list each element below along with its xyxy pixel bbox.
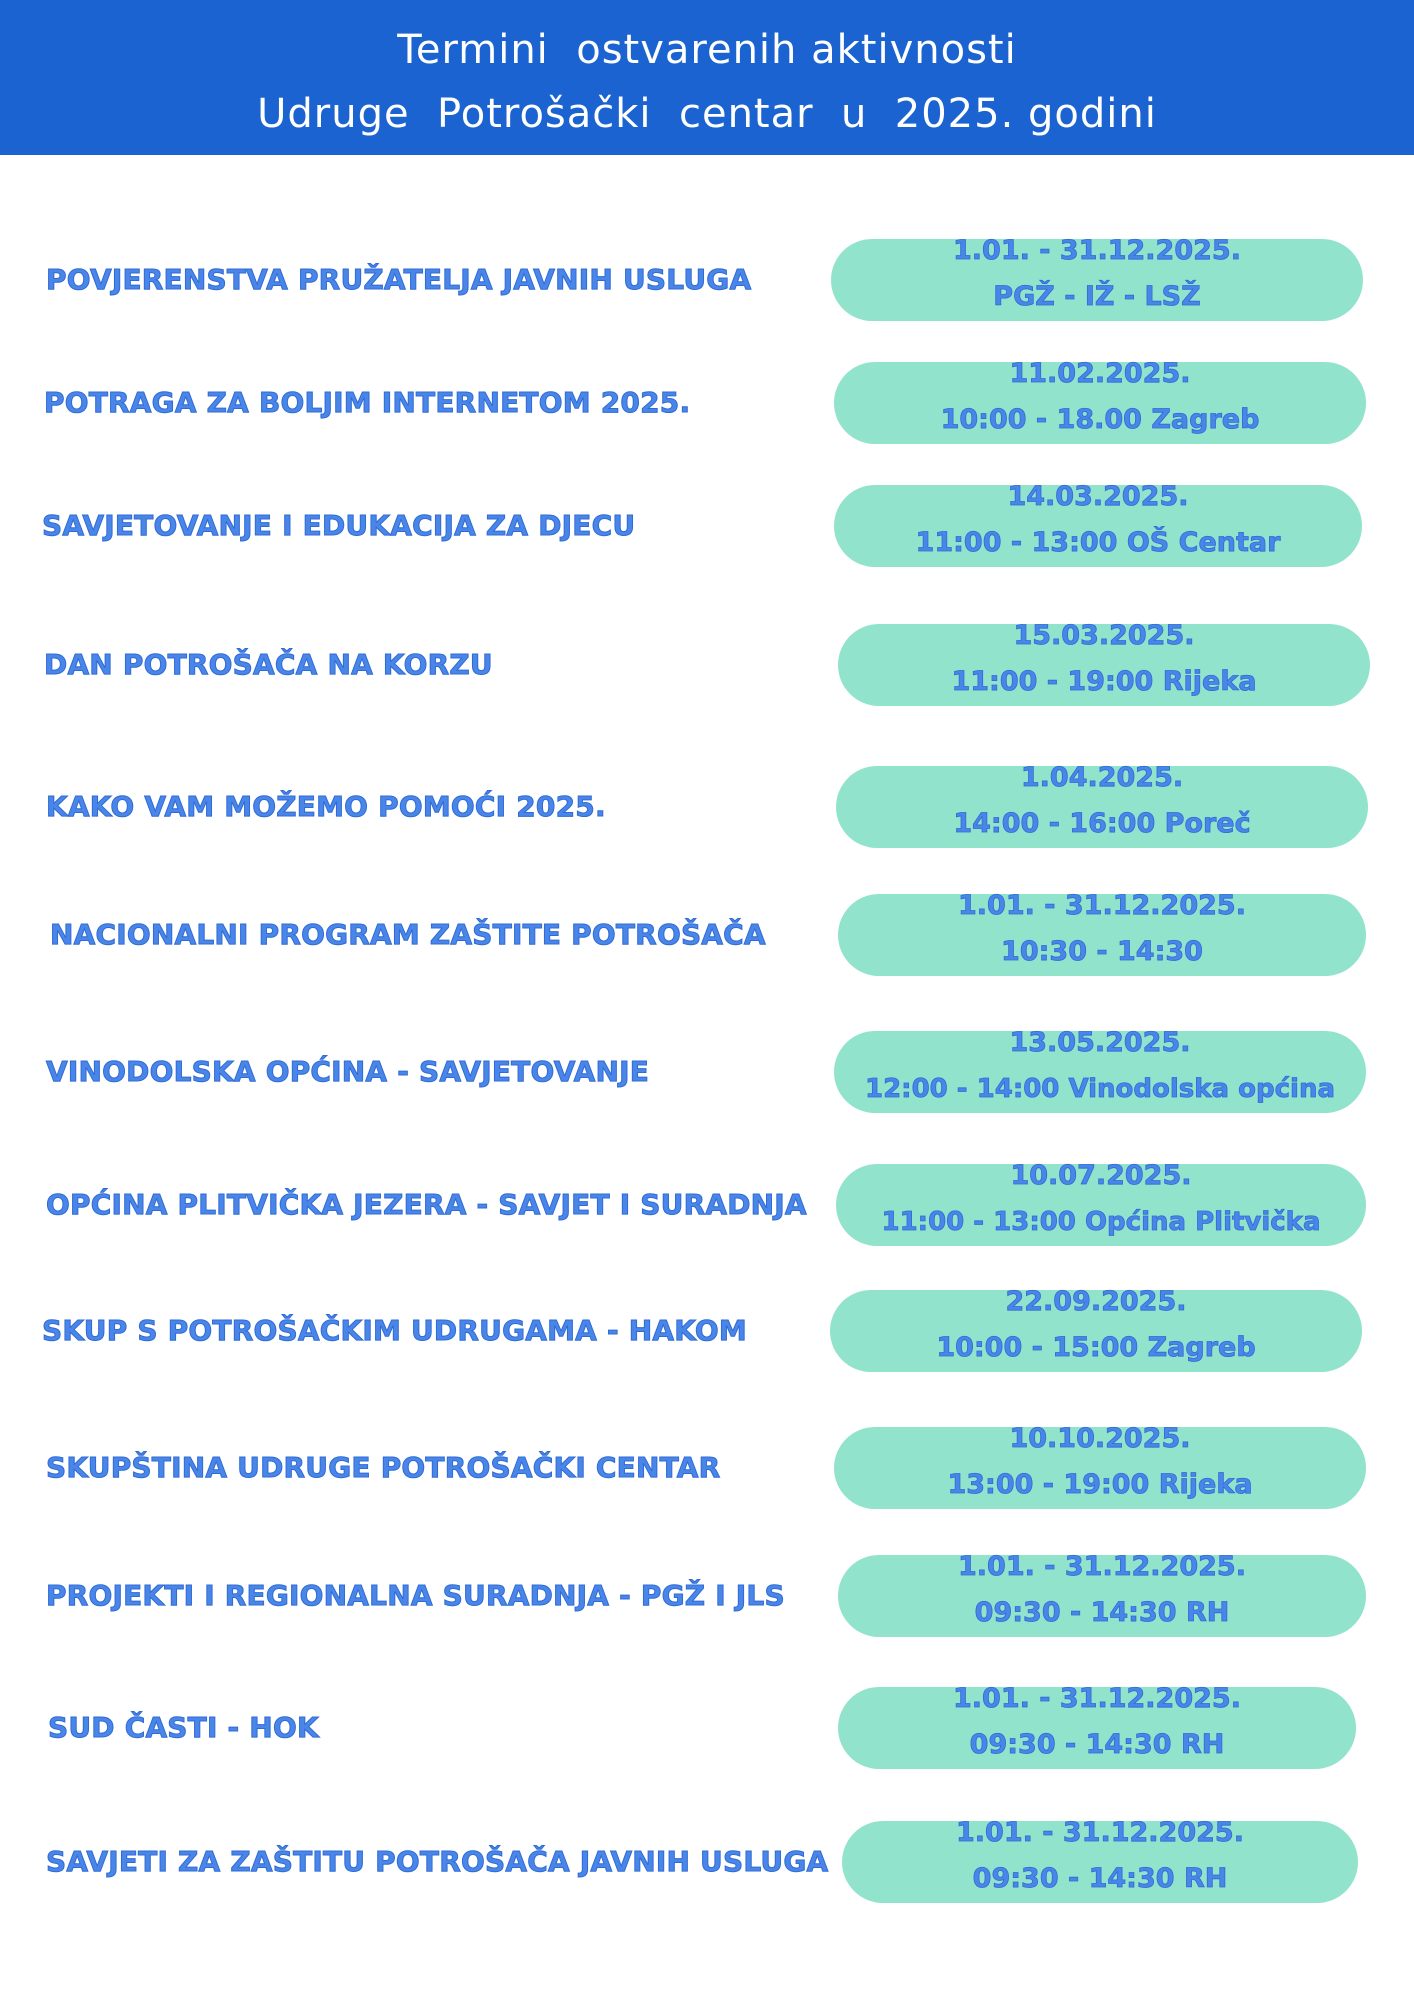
activity-schedule-pill bbox=[838, 1551, 1366, 1637]
activity-name: PROJEKTI I REGIONALNA SURADNJA - PGŽ I JLS bbox=[46, 1579, 785, 1612]
activity-row bbox=[0, 1551, 1414, 1637]
page-header bbox=[0, 0, 1414, 155]
activity-schedule-pill bbox=[836, 762, 1368, 848]
activity-time-location: 09:30 - 14:30 RH bbox=[969, 1729, 1225, 1760]
activity-schedule-pill bbox=[831, 235, 1363, 321]
activity-time-location: 10:30 - 14:30 bbox=[1001, 936, 1203, 967]
activity-name: POTRAGA ZA BOLJIM INTERNETOM 2025. bbox=[44, 386, 691, 419]
activity-name: NACIONALNI PROGRAM ZAŠTITE POTROŠAČA bbox=[50, 918, 766, 951]
activity-date: 1.04.2025. bbox=[1020, 762, 1184, 793]
activity-time-location: PGŽ - IŽ - LSŽ bbox=[993, 281, 1201, 312]
activity-time-location: 10:00 - 15:00 Zagreb bbox=[936, 1332, 1256, 1363]
activity-time-location: 09:30 - 14:30 RH bbox=[974, 1597, 1230, 1628]
activity-schedule-pill bbox=[834, 1423, 1366, 1509]
activity-row bbox=[0, 1423, 1414, 1509]
activity-row bbox=[0, 1027, 1414, 1113]
activity-row bbox=[0, 1683, 1414, 1769]
activity-time-location: 12:00 - 14:00 Vinodolska općina bbox=[864, 1074, 1336, 1104]
activity-name: SKUP S POTROŠAČKIM UDRUGAMA - HAKOM bbox=[42, 1314, 747, 1347]
activity-name: SAVJETI ZA ZAŠTITU POTROŠAČA JAVNIH USLUGA bbox=[46, 1845, 829, 1878]
activity-date: 11.02.2025. bbox=[1009, 358, 1191, 389]
activity-time-location: 14:00 - 16:00 Poreč bbox=[953, 808, 1251, 839]
activity-schedule-pill bbox=[834, 1027, 1366, 1113]
activity-schedule-pill bbox=[838, 620, 1370, 706]
activity-name: DAN POTROŠAČA NA KORZU bbox=[44, 648, 493, 681]
activity-row bbox=[0, 235, 1414, 321]
activity-schedule-pill bbox=[838, 1683, 1356, 1769]
activity-date: 14.03.2025. bbox=[1007, 481, 1189, 512]
activity-name: SUD ČASTI - HOK bbox=[48, 1711, 319, 1744]
activity-row bbox=[0, 762, 1414, 848]
header-title-line-1: Termini ostvarenih aktivnosti bbox=[397, 27, 1017, 73]
activity-row bbox=[0, 481, 1414, 567]
activity-date: 10.07.2025. bbox=[1010, 1160, 1192, 1191]
activity-schedule-pill bbox=[830, 1286, 1362, 1372]
activity-date: 1.01. - 31.12.2025. bbox=[953, 235, 1241, 266]
header-title-line-2: Udruge Potrošački centar u 2025. godini bbox=[257, 91, 1157, 137]
activity-name: KAKO VAM MOŽEMO POMOĆI 2025. bbox=[46, 790, 606, 823]
activity-name: SAVJETOVANJE I EDUKACIJA ZA DJECU bbox=[42, 509, 636, 542]
activity-time-location: 13:00 - 19:00 Rijeka bbox=[947, 1469, 1253, 1500]
activity-date: 1.01. - 31.12.2025. bbox=[958, 1551, 1246, 1582]
activity-schedule-pill bbox=[836, 1160, 1366, 1246]
activity-date: 22.09.2025. bbox=[1005, 1286, 1187, 1317]
activity-date: 13.05.2025. bbox=[1009, 1027, 1191, 1058]
activity-row bbox=[0, 1817, 1414, 1903]
activity-name: OPĆINA PLITVIČKA JEZERA - SAVJET I SURADNJA bbox=[46, 1188, 807, 1221]
activity-name: POVJERENSTVA PRUŽATELJA JAVNIH USLUGA bbox=[46, 263, 752, 296]
activity-date: 10.10.2025. bbox=[1009, 1423, 1191, 1454]
activity-date: 1.01. - 31.12.2025. bbox=[956, 1817, 1244, 1848]
activity-time-location: 11:00 - 13:00 OŠ Centar bbox=[915, 527, 1281, 558]
activity-schedule-pill bbox=[834, 481, 1362, 567]
activity-date: 1.01. - 31.12.2025. bbox=[958, 890, 1246, 921]
activity-row bbox=[0, 358, 1414, 444]
activity-row bbox=[0, 890, 1414, 976]
activity-time-location: 11:00 - 19:00 Rijeka bbox=[951, 666, 1257, 697]
activity-schedule-pill bbox=[838, 890, 1366, 976]
activity-date: 1.01. - 31.12.2025. bbox=[953, 1683, 1241, 1714]
activity-date: 15.03.2025. bbox=[1013, 620, 1195, 651]
activity-time-location: 09:30 - 14:30 RH bbox=[972, 1863, 1228, 1894]
activity-row bbox=[0, 1286, 1414, 1372]
activity-name: SKUPŠTINA UDRUGE POTROŠAČKI CENTAR bbox=[46, 1451, 721, 1484]
activity-time-location: 11:00 - 13:00 Općina Plitvička bbox=[881, 1207, 1321, 1237]
activity-name: VINODOLSKA OPĆINA - SAVJETOVANJE bbox=[46, 1055, 650, 1088]
activity-schedule-pill bbox=[834, 358, 1366, 444]
activity-time-location: 10:00 - 18.00 Zagreb bbox=[940, 404, 1260, 435]
activity-schedule-pill bbox=[842, 1817, 1358, 1903]
activity-row bbox=[0, 1160, 1414, 1246]
activity-row bbox=[0, 620, 1414, 706]
